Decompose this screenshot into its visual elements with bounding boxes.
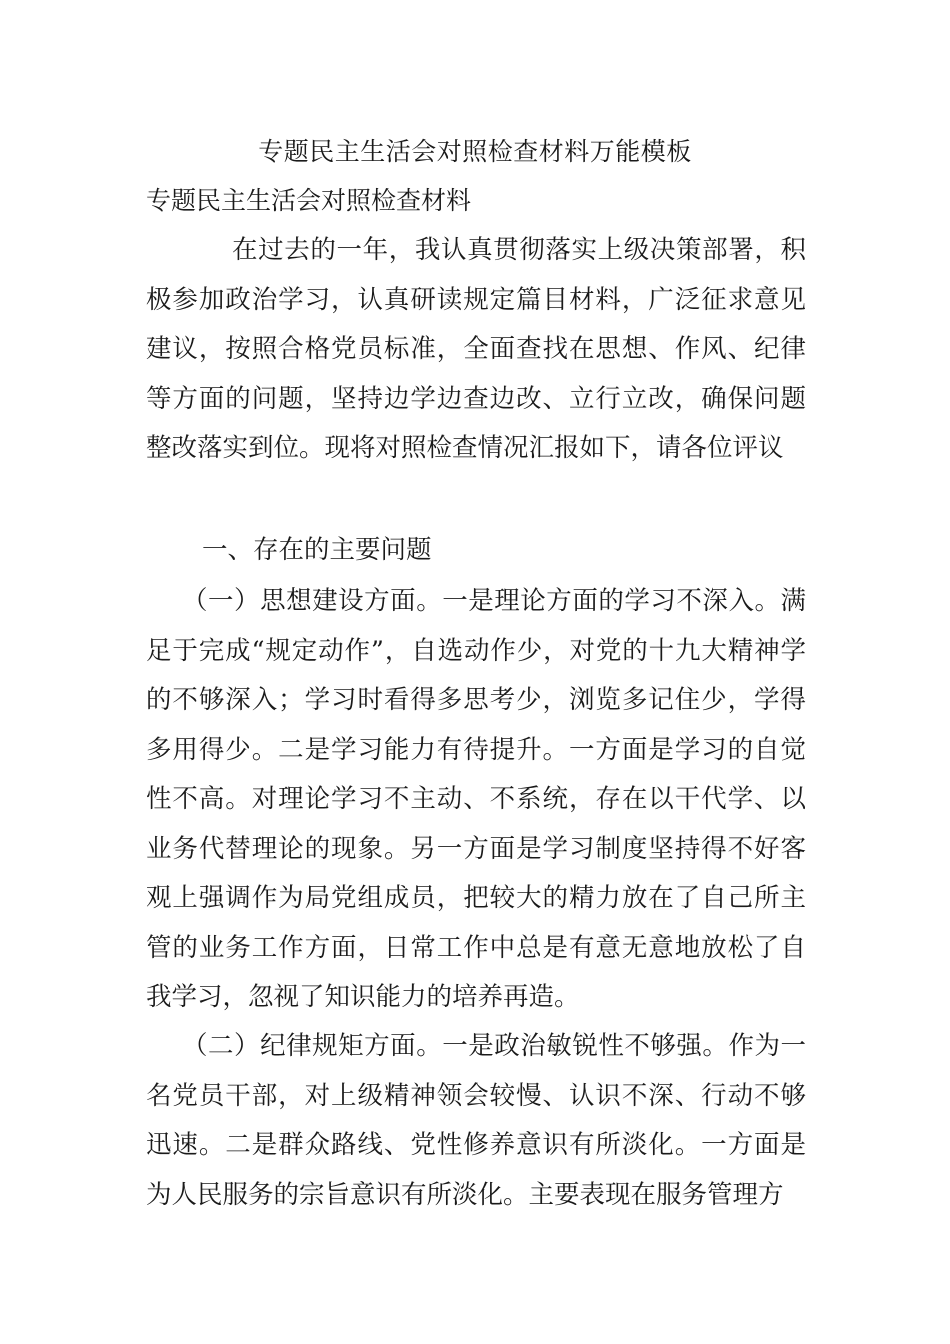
intro-paragraph: 在过去的一年，我认真贯彻落实上级决策部署，积极参加政治学习，认真研读规定篇目材料，广泛征求意见建议，按照合格党员标准，全面查找在思想、作风、纪律等方面的问题，坚持边学边查边改、立行立改，确保问题整改落实到位。现将对照检查情况汇报如下，请各位评议 bbox=[146, 235, 806, 463]
item-two-paragraph: （二）纪律规矩方面。一是政治敏锐性不够强。作为一名党员干部，对上级精神领会较慢、认识不深、行动不够迅速。二是群众路线、党性修养意识有所淡化。一方面是为人民服务的宗旨意识有所淡化。主要表现在服务管理方 bbox=[146, 1031, 806, 1210]
item-one-paragraph: （一）思想建设方面。一是理论方面的学习不深入。满足于完成“规定动作”，自选动作少，对党的十九大精神学的不够深入；学习时看得多思考少，浏览多记住少，学得多用得少。二是学习能力有待提升。一方面是学习的自觉性不高。对理论学习不主动、不系统，存在以干代学、以业务代替理论的现象。另一方面是学习制度坚持得不好客观上强调作为局党组成员，把较大的精力放在了自己所主管的业务工作方面，日常工作中总是有意无意地放松了自我学习，忽视了知识能力的培养再造。 bbox=[146, 586, 806, 1012]
document-title: 专题民主生活会对照检查材料万能模板 bbox=[258, 137, 692, 166]
document-subtitle: 专题民主生活会对照检查材料 bbox=[146, 186, 472, 215]
section-heading: 一、存在的主要问题 bbox=[202, 535, 432, 565]
